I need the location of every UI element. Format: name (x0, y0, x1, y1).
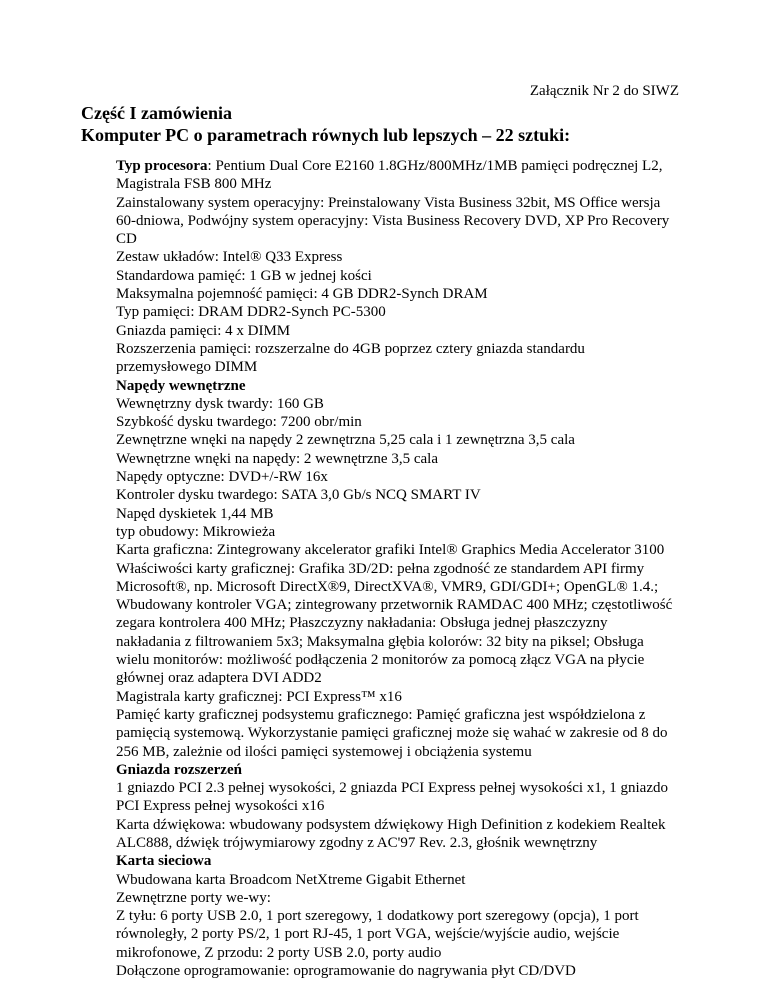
spec-hdd: Wewnętrzny dysk twardy: 160 GB (116, 395, 324, 412)
spec-internal-bays: Wewnętrzne wnęki na napędy: 2 wewnętrzne 3,5 cala (116, 450, 438, 467)
spec-external-bays: Zewnętrzne wnęki na napędy 2 zewnętrzna 5,25 cala i 1 zewnętrzna 3,5 cala (116, 432, 575, 449)
spec-memory-slots: Gniazda pamięci: 4 x DIMM (116, 322, 291, 339)
specification-body (116, 157, 676, 980)
spec-sound-card: Karta dźwiękowa: wbudowany podsystem dźwiękowy High Definition z kodekiem Realtek ALC888, dźwięk trójwymiarowy zgodny z AC'97 Rev. 2.3, głośnik wewnętrzny (116, 816, 666, 851)
spec-std-memory: Standardowa pamięć: 1 GB w jednej kości (116, 267, 372, 284)
document-title: Komputer PC o parametrach równych lub lepszych – 22 sztuki: (81, 125, 571, 145)
spec-max-memory: Maksymalna pojemność pamięci: 4 GB DDR2-Synch DRAM (116, 286, 488, 303)
spec-chipset: Zestaw układów: Intel® Q33 Express (116, 249, 343, 266)
spec-network: Wbudowana karta Broadcom NetXtreme Gigabit Ethernet (116, 871, 466, 888)
ports-heading: Zewnętrzne porty we-wy: (116, 889, 271, 906)
spec-hdd-speed: Szybkość dysku twardego: 7200 obr/min (116, 414, 362, 431)
spec-memory-type: Typ pamięci: DRAM DDR2-Synch PC-5300 (116, 304, 386, 321)
section-heading: Część I zamówienia (81, 103, 232, 123)
network-heading: Karta sieciowa (116, 853, 212, 870)
spec-memory-expansion: Rozszerzenia pamięci: rozszerzalne do 4GB poprzez cztery gniazda standardu przemysłowego DIMM (116, 340, 585, 376)
internal-drives-heading: Napędy wewnętrzne (116, 377, 246, 394)
spec-processor-value: : Pentium Dual Core E2160 1.8GHz/800MHz/1MB pamięci podręcznej L2, Magistrala FSB 800 MHz (116, 158, 663, 193)
spec-processor-label: Typ procesora (116, 158, 208, 174)
annex-label: Załącznik Nr 2 do SIWZ (529, 83, 679, 99)
spec-graphics-card: Karta graficzna: Zintegrowany akcelerator grafiki Intel® Graphics Media Accelerator 3100 (116, 542, 665, 559)
spec-optical: Napędy optyczne: DVD+/-RW 16x (116, 469, 328, 486)
spec-floppy: Napęd dyskietek 1,44 MB (116, 505, 274, 522)
spec-software: Dołączone oprogramowanie: oprogramowanie do nagrywania płyt CD/DVD (116, 963, 576, 980)
spec-case: typ obudowy: Mikrowieża (116, 523, 276, 540)
spec-os: Zainstalowany system operacyjny: Preinstalowany Vista Business 32bit, MS Office wersja 60-dniowa, Podwójny system operacyjny: Vista Business Recovery DVD, XP Pro Recovery CD (116, 194, 670, 248)
spec-graphics-memory: Pamięć karty graficznej podsystemu graficznego: Pamięć graficzna jest współdzielona z pamięcią systemową. Wykorzystanie pamięci graficznej może się wahać w zakresie od 8 do 256 MB, zależnie od ilości pamięci systemowej i obciążenia systemu (116, 706, 668, 760)
spec-hdd-controller: Kontroler dysku twardego: SATA 3,0 Gb/s NCQ SMART IV (116, 487, 481, 504)
spec-graphics-bus: Magistrala karty graficznej: PCI Express™ x16 (116, 688, 402, 705)
spec-processor (116, 157, 676, 194)
expansion-slots-heading: Gniazda rozszerzeń (116, 761, 242, 778)
spec-graphics-features: Właściwości karty graficznej: Grafika 3D/2D: pełna zgodność ze standardem API firmy Microsoft®, np. Microsoft DirectX®9, DirectXVA®, VMR9, GDI/GDI+; OpenGL® 1.4.; Wbudowany kontroler VGA; zintegrowany przetwornik RAMDAC 400 MHz; częstotliwość zegara kontrolera 400 MHz; Płaszczyzny nakładania: Obsługa jednej płaszczyzny nakładania z filtrowaniem 5x3; Maksymalna głębia kolorów: 32 bity na piksel; Obsługa wielu monitorów: możliwość podłączenia 2 monitorów za pomocą złącz VGA na płycie głównej oraz adaptera DVI ADD2 (116, 560, 673, 687)
spec-ports: Z tyłu: 6 porty USB 2.0, 1 port szeregowy, 1 dodatkowy port szeregowy (opcja), 1 port równoległy, 2 porty PS/2, 1 port RJ-45, 1 port VGA, wejście/wyjście audio, wejście mikrofonowe, Z przodu: 2 porty USB 2.0, porty audio (116, 908, 639, 961)
spec-expansion-slots: 1 gniazdo PCI 2.3 pełnej wysokości, 2 gniazda PCI Express pełnej wysokości x1, 1 gniazdo PCI Express pełnej wysokości x16 (116, 780, 668, 815)
